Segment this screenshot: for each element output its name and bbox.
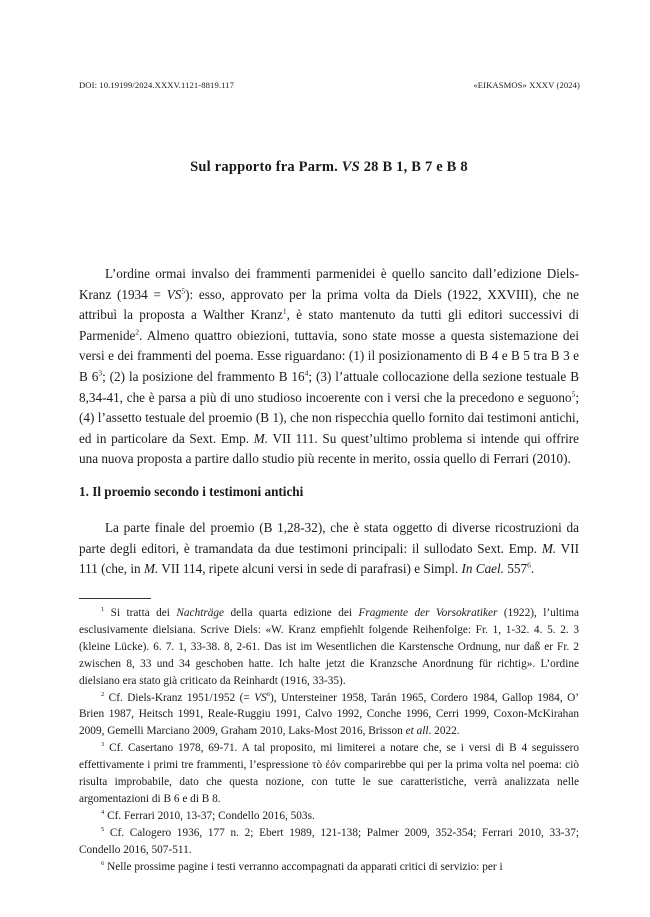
footnote-ref-2[interactable]: 2 (135, 327, 140, 337)
footnote-ref-1[interactable]: 1 (282, 306, 287, 316)
footnote-ref-5[interactable]: 5 (571, 389, 576, 399)
footnote-number: 6 (101, 859, 105, 867)
text: La parte finale del proemio (B 1,28-32), che è stata oggetto di diverse ricostruzioni da parte degli editori, è tramandata da due testimoni principali: il sullodato Sext. Emp. (79, 520, 579, 556)
text-italic: M. (143, 561, 159, 577)
article-title (79, 159, 579, 176)
doi-label: DOI: 10.19199/2024.XXXV.1121-8819.117 (79, 80, 234, 90)
footnote-ref-4[interactable]: 4 (304, 368, 309, 378)
title-italic: VS (341, 159, 360, 175)
footnote-number: 1 (101, 606, 105, 614)
footnote-number: 3 (101, 741, 105, 749)
paragraph-intro (79, 264, 579, 470)
text: L’ordine ormai invalso dei frammenti parmenidei è quello sancito dall’edizione Diels-Kranz (1934 = (79, 266, 579, 302)
footnote-5 (79, 825, 579, 859)
text: VII 111. Su quest’ultimo problema si intende qui offrire una nuova proposta a partire dallo studio più recente in merito, ossia quello di Ferrari (2010). (79, 430, 579, 467)
text: . 2022. (428, 725, 460, 738)
text: ; (3) l’attuale collocazione della sezione testuale B 8,34-41, che è parsa a più di uno studioso incoerente con i versi che la precedono e seguono (79, 368, 579, 405)
title-text: Sul rapporto fra Parm. (190, 159, 342, 175)
superscript: 5 (181, 286, 186, 296)
footnote-number: 5 (101, 826, 105, 834)
footnote-2 (79, 690, 579, 741)
text-italic: In Cael. (461, 561, 504, 577)
text: ), Untersteiner 1958, Tarán 1965, Cordero 1984, Gallop 1984, O’ Brien 1987, Heitsch 1991, Reale-Ruggiu 1991, Calvo 1992, Conche 1996, Cerri 1999, Coxon-McKirahan 2009, Gemelli Marciano 2009, Graham 2010, Laks-Most 2016, Brisson (79, 691, 579, 738)
text-italic: Nachträge (176, 607, 225, 619)
journal-label: «EIKASMOS» XXXV (2024) (473, 80, 580, 90)
text: Cf. Ferrari 2010, 13-37; Condello 2016, 503s. (104, 809, 315, 822)
text: . Almeno quattro obiezioni, tuttavia, sono state mosse a questa sistemazione dei versi e dei frammenti del poema. Esse riguardano: (1) il posizionamento di B 4 e B 5 tra B 3 e B 6 (79, 327, 579, 384)
text: . (530, 561, 535, 577)
footnote-number: 4 (101, 809, 105, 817)
text-italic: VS (166, 286, 182, 302)
text-italic: M. (541, 540, 557, 556)
text: VII 114, ripete alcuni versi in sede di parafrasi) e Simpl. (158, 561, 462, 577)
footnotes (79, 605, 579, 876)
text: VII 111 (che, in (79, 540, 579, 577)
text: Si tratta dei (104, 607, 177, 619)
text-italic: Fragmente der Vorsokratiker (358, 607, 498, 619)
text: ; (4) l’assetto testuale del proemio (B 1), che non rispecchia quello fornito dai testimoni antichi, ed in particolare da Sext. Emp. (79, 389, 579, 446)
footnote-ref-3[interactable]: 3 (98, 368, 103, 378)
paragraph-section-1 (79, 518, 579, 580)
text-italic: et all (405, 725, 429, 738)
footnote-number: 2 (101, 690, 105, 698)
footnote-3 (79, 740, 579, 808)
title-text-end: 28 B 1, B 7 e B 8 (359, 159, 468, 175)
text: Cf. Casertano 1978, 69-71. A tal proposito, mi limiterei a notare che, se i versi di B 4 seguissero effettivamente i primi tre frammenti, l’espressione τὸ ἐόν comparirebbe qui per la prima volta nel poema: ciò risulta improbabile, dato che questa nozione, con tutte le sue caratteristiche, verrà analizzata nelle argomentazioni di B 6 e di B 8. (79, 742, 579, 805)
footnote-rule (79, 598, 151, 599)
text: della quarta edizione dei (224, 607, 359, 619)
footnote-1 (79, 605, 579, 690)
footnote-4 (79, 808, 579, 825)
superscript: 6 (266, 690, 270, 698)
text-italic: VS (254, 691, 267, 704)
text-italic: M. (253, 430, 269, 446)
section-heading: 1. Il proemio secondo i testimoni antichi (79, 484, 304, 499)
text: Cf. Calogero 1936, 177 n. 2; Ebert 1989, 121-138; Palmer 2009, 352-354; Ferrari 2010, 33-37; Condello 2016, 507-511. (79, 826, 579, 856)
footnote-ref-6[interactable]: 6 (527, 560, 531, 570)
text: Nelle prossime pagine i testi verranno accompagnati da apparati critici di servizio: per i (104, 860, 503, 873)
text: ): esso, approvato per la prima volta da Diels (1922, XXVIII), che ne attribuì la proposta a Walther Kranz (79, 286, 580, 323)
text: (1922), l’ultima esclusivamente dielsiana. Scrive Diels: «W. Kranz empfiehlt folgende Reihenfolge: Fr. 1, 1-32. 4. 5. 2. 3 (kleine Lücke). 6. 7. 1, 33-38. 8, 2-61. Das ist im Wesentlichen die Karstensche Ordnung, nur daß er Fr. 2 zwischen 8, 33 und 34 geschoben hatte. Ich halte jetzt die Kranzsche Anordnung für richtig». L’ordine dielsiano era stato già criticato da Reinhardt (1916, 33-35). (79, 607, 579, 687)
text: , è stato mantenuto da tutti gli editori successivi di Parmenide (79, 307, 580, 343)
footnote-6 (79, 859, 579, 876)
text: ; (2) la posizione del frammento B 16 (102, 368, 305, 384)
text: 557 (503, 561, 528, 577)
text: Cf. Diels-Kranz 1951/1952 (= (104, 691, 255, 704)
